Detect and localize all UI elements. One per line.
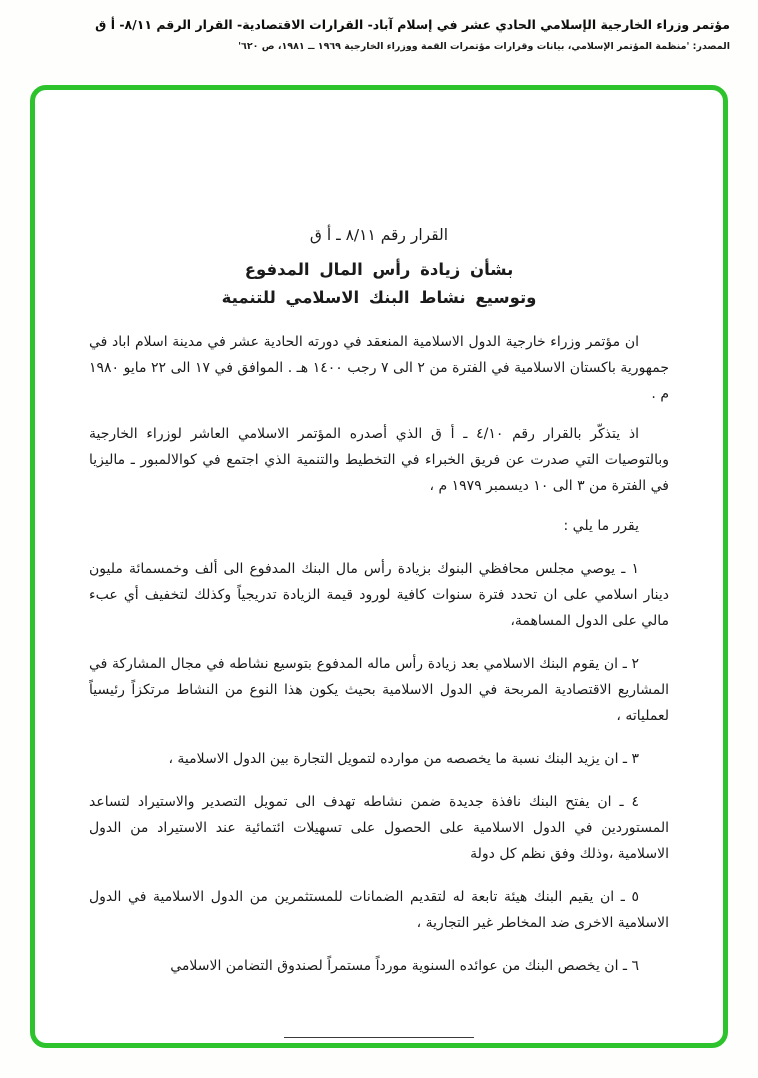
- resolution-number: القرار رقم ٨/١١ ـ أ ق: [309, 226, 449, 244]
- footer-divider: [284, 1037, 474, 1038]
- document-content: [35, 90, 723, 1038]
- decision-item-5: ٥ ـ ان يقيم البنك هيئة تابعة له لتقديم الضمانات للمستثمرين من الدول الاسلامية في الدول الاسلامية الاخرى ضد المخاطر غير التجارية ،: [89, 889, 669, 931]
- header-title: مؤتمر وزراء الخارجية الإسلامي الحادي عشر في إسلام آباد- القرارات الاقتصادية- القرار الرقم ٨/١١- أ ق: [95, 17, 730, 32]
- resolution-subject-line-1: بشأن زيادة رأس المال المدفوع: [244, 260, 514, 279]
- decision-item-4: ٤ ـ ان يفتح البنك نافذة جديدة ضمن نشاطه تهدف الى تمويل التصدير والاستيراد لتساعد المستوردين في الدول الاسلامية على الحصول على تسهيلات ائتمائية عند الاستيراد من الدول الاسلامية ،وذلك وفق نظم كل دولة: [89, 794, 669, 862]
- decision-item-2: ٢ ـ ان يقوم البنك الاسلامي بعد زيادة رأس ماله المدفوع بتوسيع نشاطه في مجال المشاركة في المشاريع الاقتصادية المربحة في الدول الاسلامية بحيث يكون هذا النوع من النشاط مرتكزاً رئيسياً لعملياته ،: [89, 656, 669, 724]
- header: [28, 16, 730, 52]
- header-source: المصدر: 'منظمة المؤتمر الإسلامي، بيانات وقرارات مؤتمرات القمة ووزراء الخارجية ١٩٦٩ ــ ١٩٨١، ص ٦٢٠': [238, 41, 730, 52]
- decision-item-1: ١ ـ يوصي مجلس محافظي البنوك بزيادة رأس مال البنك المدفوع الى ألف وخمسمائة مليون دينار اسلامي على ان تحدد فترة سنوات كافية لورود قيمة الزيادة تدريجياً وكذلك لتخفيف أي عبء مالي على الدول المساهمة،: [89, 561, 669, 629]
- decision-item-3: ٣ ـ ان يزيد البنك نسبة ما يخصصه من موارده لتمويل التجارة بين الدول الاسلامية ،: [168, 751, 639, 767]
- document-frame: [30, 85, 728, 1048]
- title-block: [89, 226, 669, 307]
- decree-intro: يقرر ما يلي :: [563, 518, 639, 534]
- recital-paragraph: اذ يتذكّر بالقرار رقم ٤/١٠ ـ أ ق الذي أصدره المؤتمر الاسلامي العاشر لوزراء الخارجية وبالتوصيات التي صدرت عن فريق الخبراء في التخطيط والتنمية الذي اجتمع في كوالالمبور ـ ماليزيا في الفترة من ٣ الى ١٠ ديسمبر ١٩٧٩ م ،: [89, 426, 669, 494]
- preamble-paragraph: ان مؤتمر وزراء خارجية الدول الاسلامية المنعقد في دورته الحادية عشر في مدينة اسلام اباد في جمهورية باكستان الاسلامية في الفترة من ٢ الى ٧ رجب ١٤٠٠ هـ . الموافق في ١٧ الى ٢٢ مايو ١٩٨٠ م .: [89, 334, 670, 402]
- resolution-subject-line-2: وتوسيع نشاط البنك الاسلامي للتنمية: [221, 288, 537, 307]
- decision-item-6: ٦ ـ ان يخصص البنك من عوائده السنوية مورداً مستمراً لصندوق التضامن الاسلامي: [170, 958, 639, 974]
